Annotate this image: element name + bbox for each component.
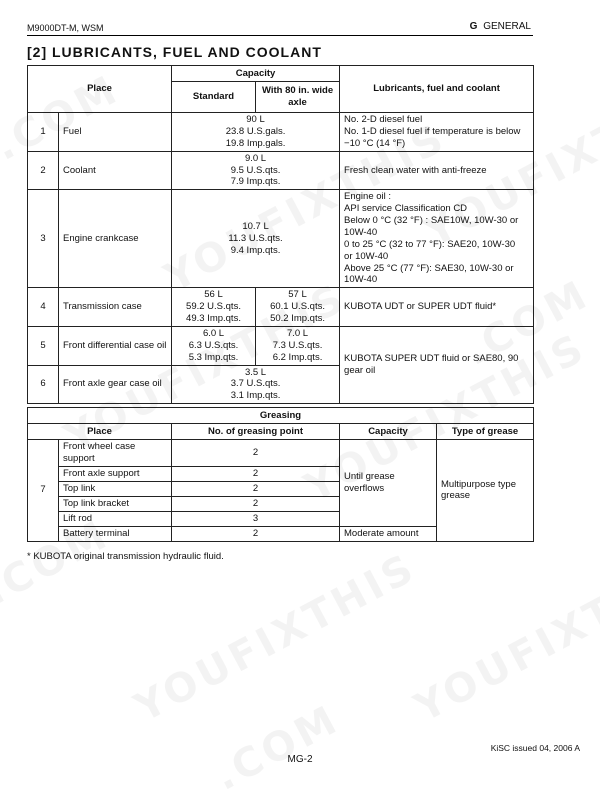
issue-note: KiSC issued 04, 2006 A	[490, 743, 580, 753]
greasing-place-cell: Front axle support	[59, 466, 172, 481]
greasing-row-number: 7	[28, 440, 59, 542]
lubricant-cell: No. 2-D diesel fuel No. 1-D diesel fuel if temperature is below −10 °C (14 °F)	[340, 113, 534, 152]
greasing-capacity-battery-cell: Moderate amount	[340, 526, 437, 541]
place-header: Place	[28, 66, 172, 113]
place-cell: Transmission case	[59, 288, 172, 327]
greasing-points-cell: 2	[172, 526, 340, 541]
place-cell: Coolant	[59, 151, 172, 190]
grease-type-cell: Multipurpose type grease	[437, 440, 534, 542]
capacity-cell: 10.7 L 11.3 U.S.qts. 9.4 Imp.qts.	[172, 190, 340, 288]
greasing-points-cell: 2	[172, 440, 340, 467]
place-cell: Front differential case oil	[59, 326, 172, 365]
greasing-type-header: Type of grease	[437, 424, 534, 440]
place-cell: Engine crankcase	[59, 190, 172, 288]
header-rule	[27, 35, 533, 36]
row-number: 4	[28, 288, 59, 327]
greasing-place-cell: Front wheel case support	[59, 440, 172, 467]
row-number: 2	[28, 151, 59, 190]
watermark	[207, 696, 347, 800]
document-id: M9000DT-M, WSM	[27, 23, 104, 33]
wide-axle-header: With 80 in. wide axle	[256, 82, 340, 113]
greasing-capacity-cell: Until grease overflows	[340, 440, 437, 527]
greasing-points-cell: 2	[172, 496, 340, 511]
capacity-cell: 3.5 L 3.7 U.S.qts. 3.1 Imp.qts.	[172, 365, 340, 404]
wide-capacity-cell: 7.0 L 7.3 U.S.qts. 6.2 Imp.qts.	[256, 326, 340, 365]
page-title: [2] LUBRICANTS, FUEL AND COOLANT	[27, 44, 322, 60]
capacity-header: Capacity	[172, 66, 340, 82]
section-label	[470, 21, 531, 32]
place-cell: Fuel	[59, 113, 172, 152]
greasing-place-cell: Battery terminal	[59, 526, 172, 541]
standard-capacity-cell: 6.0 L 6.3 U.S.qts. 5.3 Imp.qts.	[172, 326, 256, 365]
greasing-points-cell: 3	[172, 511, 340, 526]
table-row	[28, 151, 534, 190]
row-number: 5	[28, 326, 59, 365]
row-number: 1	[28, 113, 59, 152]
greasing-title: Greasing	[28, 408, 534, 424]
section-letter: G	[469, 21, 478, 32]
greasing-points-header: No. of greasing point	[172, 424, 340, 440]
place-cell: Front axle gear case oil	[59, 365, 172, 404]
watermark	[127, 545, 424, 732]
greasing-place-cell: Lift rod	[59, 511, 172, 526]
standard-capacity-cell: 56 L 59.2 U.S.qts. 49.3 Imp.qts.	[172, 288, 256, 327]
row-number: 6	[28, 365, 59, 404]
wide-capacity-cell: 57 L 60.1 U.S.qts. 50.2 Imp.qts.	[256, 288, 340, 327]
lubricants-header: Lubricants, fuel and coolant	[340, 66, 534, 113]
greasing-capacity-header: Capacity	[340, 424, 437, 440]
lubricant-cell: Fresh clean water with anti-freeze	[340, 151, 534, 190]
greasing-place-header: Place	[28, 424, 172, 440]
greasing-place-cell: Top link	[59, 481, 172, 496]
watermark	[407, 545, 600, 732]
capacity-cell: 90 L 23.8 U.S.gals. 19.8 Imp.gals.	[172, 113, 340, 152]
lubricant-cell: KUBOTA UDT or SUPER UDT fluid*	[340, 288, 534, 327]
greasing-points-cell: 2	[172, 481, 340, 496]
page-number: MG-2	[287, 754, 313, 765]
capacity-cell: 9.0 L 9.5 U.S.qts. 7.9 Imp.qts.	[172, 151, 340, 190]
footnote: * KUBOTA original transmission hydraulic fluid.	[27, 551, 224, 562]
lubricant-cell: KUBOTA SUPER UDT fluid or SAE80, 90 gear oil	[340, 326, 534, 403]
standard-header: Standard	[172, 82, 256, 113]
section-name: GENERAL	[483, 21, 531, 32]
row-number: 3	[28, 190, 59, 288]
greasing-points-cell: 2	[172, 466, 340, 481]
greasing-place-cell: Top link bracket	[59, 496, 172, 511]
lubricant-cell: Engine oil : API service Classification CD Below 0 °C (32 °F) : SAE10W, 10W-30 or 10W-40 0 to 25 °C (32 to 77 °F): SAE20, 10W-30 or 10W-40 Above 25 °C (77 °F): SAE30, 10W-30 or 10W-40	[340, 190, 534, 288]
